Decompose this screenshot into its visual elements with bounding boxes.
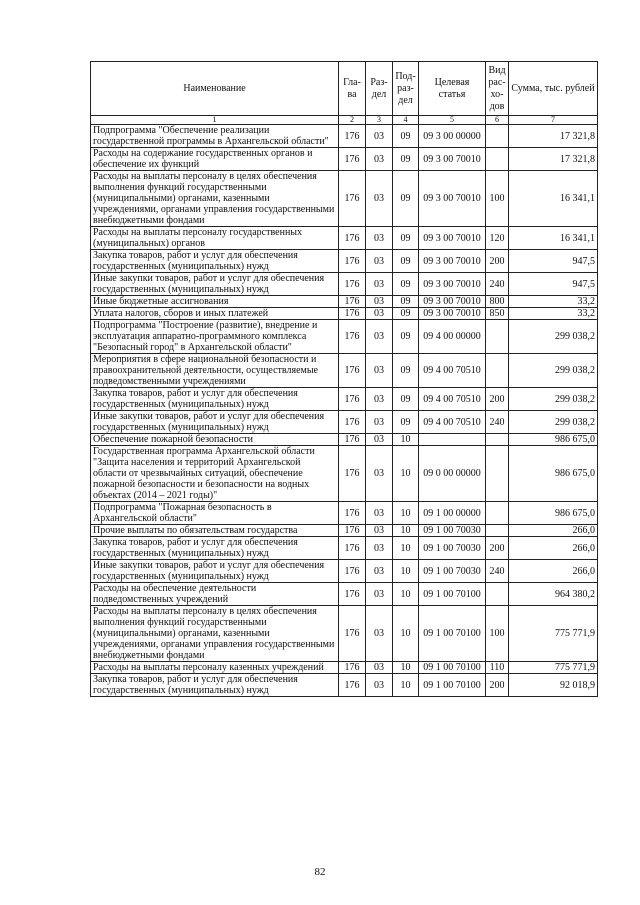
- row-subsection: 10: [393, 537, 419, 560]
- row-name: Иные закупки товаров, работ и услуг для обеспечения государственных (муниципальных) нужд: [91, 411, 339, 434]
- row-sum: 92 018,9: [509, 674, 598, 697]
- row-target: 09 3 00 70010: [419, 250, 486, 273]
- table-row: [91, 411, 598, 434]
- header-target: Целевая статья: [419, 62, 486, 116]
- row-sum: 266,0: [509, 560, 598, 583]
- row-name: Иные бюджетные ассигнования: [91, 296, 339, 308]
- row-target: [419, 434, 486, 446]
- row-expense-type: 110: [486, 662, 509, 674]
- row-sum: 266,0: [509, 537, 598, 560]
- row-section: 03: [366, 502, 393, 525]
- row-target: 09 3 00 00000: [419, 125, 486, 148]
- row-sum: 299 038,2: [509, 354, 598, 388]
- table-row: [91, 125, 598, 148]
- row-expense-type: 240: [486, 560, 509, 583]
- row-sum: 33,2: [509, 308, 598, 320]
- row-section: 03: [366, 388, 393, 411]
- table-row: [91, 434, 598, 446]
- row-sum: 986 675,0: [509, 446, 598, 502]
- row-subsection: 10: [393, 662, 419, 674]
- row-section: 03: [366, 227, 393, 250]
- row-name: Государственная программа Архангельской области "Защита населения и территорий Архангельской области от чрезвычайных ситуаций, обеспечение пожарной безопасности и безопасности на водных объектах (2014 – 2021 годы)": [91, 446, 339, 502]
- table-row: [91, 674, 598, 697]
- row-name: Расходы на выплаты персоналу в целях обеспечения выполнения функций государственными (муниципальными) органами, казенными учреждениями, органами управления государственными внебюджетными фондами: [91, 171, 339, 227]
- row-sum: 986 675,0: [509, 502, 598, 525]
- row-expense-type: [486, 434, 509, 446]
- row-target: 09 1 00 70100: [419, 606, 486, 662]
- row-chapter: 176: [339, 296, 366, 308]
- table-row: [91, 560, 598, 583]
- column-number: 6: [486, 116, 509, 125]
- table-row: [91, 662, 598, 674]
- row-name: Расходы на выплаты персоналу в целях обеспечения выполнения функций государственными (муниципальными) органами, казенными учреждениями, органами управления государственными внебюджетными фондами: [91, 606, 339, 662]
- row-expense-type: [486, 320, 509, 354]
- row-chapter: 176: [339, 388, 366, 411]
- row-section: 03: [366, 560, 393, 583]
- row-target: 09 3 00 70010: [419, 227, 486, 250]
- row-section: 03: [366, 674, 393, 697]
- row-sum: 775 771,9: [509, 606, 598, 662]
- row-subsection: 09: [393, 354, 419, 388]
- row-name: Расходы на выплаты персоналу государственных (муниципальных) органов: [91, 227, 339, 250]
- row-name: Расходы на выплаты персоналу казенных учреждений: [91, 662, 339, 674]
- row-subsection: 09: [393, 411, 419, 434]
- row-sum: 16 341,1: [509, 171, 598, 227]
- table-row: [91, 227, 598, 250]
- row-subsection: 09: [393, 308, 419, 320]
- row-target: 09 4 00 70510: [419, 411, 486, 434]
- row-name: Закупка товаров, работ и услуг для обеспечения государственных (муниципальных) нужд: [91, 537, 339, 560]
- table-row: [91, 525, 598, 537]
- row-section: 03: [366, 320, 393, 354]
- column-number: 4: [393, 116, 419, 125]
- row-target: 09 1 00 70100: [419, 583, 486, 606]
- row-name: Расходы на содержание государственных органов и обеспечение их функций: [91, 148, 339, 171]
- row-expense-type: 200: [486, 537, 509, 560]
- table-header-row: [91, 62, 598, 116]
- row-subsection: 09: [393, 273, 419, 296]
- row-name: Мероприятия в сфере национальной безопасности и правоохранительной деятельности, осуществляемые подведомственными учреждениями: [91, 354, 339, 388]
- row-expense-type: 240: [486, 273, 509, 296]
- row-name: Обеспечение пожарной безопасности: [91, 434, 339, 446]
- row-subsection: 10: [393, 583, 419, 606]
- row-section: 03: [366, 308, 393, 320]
- row-expense-type: [486, 502, 509, 525]
- column-number: 2: [339, 116, 366, 125]
- row-chapter: 176: [339, 354, 366, 388]
- row-subsection: 10: [393, 560, 419, 583]
- row-section: 03: [366, 250, 393, 273]
- row-name: Закупка товаров, работ и услуг для обеспечения государственных (муниципальных) нужд: [91, 388, 339, 411]
- row-chapter: 176: [339, 525, 366, 537]
- row-subsection: 09: [393, 171, 419, 227]
- row-sum: 299 038,2: [509, 388, 598, 411]
- table-row: [91, 148, 598, 171]
- row-target: 09 1 00 70100: [419, 674, 486, 697]
- row-section: 03: [366, 606, 393, 662]
- row-chapter: 176: [339, 411, 366, 434]
- header-expense-type: Вид рас-хо-дов: [486, 62, 509, 116]
- row-chapter: 176: [339, 308, 366, 320]
- table-row: [91, 446, 598, 502]
- row-target: 09 1 00 00000: [419, 502, 486, 525]
- table-row: [91, 308, 598, 320]
- row-section: 03: [366, 537, 393, 560]
- row-sum: 17 321,8: [509, 125, 598, 148]
- header-section: Раз-дел: [366, 62, 393, 116]
- header-name: Наименование: [91, 62, 339, 116]
- row-target: 09 3 00 70010: [419, 308, 486, 320]
- row-name: Подпрограмма "Обеспечение реализации государственной программы в Архангельской области": [91, 125, 339, 148]
- row-chapter: 176: [339, 606, 366, 662]
- table-row: [91, 250, 598, 273]
- row-chapter: 176: [339, 537, 366, 560]
- row-target: 09 3 00 70010: [419, 273, 486, 296]
- row-subsection: 09: [393, 227, 419, 250]
- row-target: 09 0 00 00000: [419, 446, 486, 502]
- row-name: Закупка товаров, работ и услуг для обеспечения государственных (муниципальных) нужд: [91, 674, 339, 697]
- row-target: 09 3 00 70010: [419, 296, 486, 308]
- row-sum: 986 675,0: [509, 434, 598, 446]
- row-expense-type: [486, 525, 509, 537]
- table-row: [91, 320, 598, 354]
- row-expense-type: 200: [486, 674, 509, 697]
- row-target: 09 3 00 70010: [419, 148, 486, 171]
- row-section: 03: [366, 273, 393, 296]
- row-expense-type: [486, 148, 509, 171]
- row-sum: 964 380,2: [509, 583, 598, 606]
- row-chapter: 176: [339, 125, 366, 148]
- row-chapter: 176: [339, 446, 366, 502]
- row-expense-type: [486, 354, 509, 388]
- row-chapter: 176: [339, 583, 366, 606]
- row-sum: 33,2: [509, 296, 598, 308]
- row-chapter: 176: [339, 674, 366, 697]
- row-expense-type: 120: [486, 227, 509, 250]
- row-chapter: 176: [339, 560, 366, 583]
- row-expense-type: 100: [486, 606, 509, 662]
- table-row: [91, 583, 598, 606]
- row-sum: 17 321,8: [509, 148, 598, 171]
- row-subsection: 10: [393, 674, 419, 697]
- row-sum: 16 341,1: [509, 227, 598, 250]
- row-subsection: 10: [393, 502, 419, 525]
- row-expense-type: 800: [486, 296, 509, 308]
- row-name: Иные закупки товаров, работ и услуг для обеспечения государственных (муниципальных) нужд: [91, 560, 339, 583]
- row-chapter: 176: [339, 171, 366, 227]
- row-expense-type: 850: [486, 308, 509, 320]
- row-name: Закупка товаров, работ и услуг для обеспечения государственных (муниципальных) нужд: [91, 250, 339, 273]
- row-sum: 266,0: [509, 525, 598, 537]
- header-subsection: Под-раз-дел: [393, 62, 419, 116]
- row-subsection: 09: [393, 250, 419, 273]
- column-number: 7: [509, 116, 598, 125]
- row-target: 09 1 00 70030: [419, 560, 486, 583]
- table-row: [91, 537, 598, 560]
- row-section: 03: [366, 411, 393, 434]
- row-target: 09 4 00 70510: [419, 354, 486, 388]
- column-number: 1: [91, 116, 339, 125]
- row-target: 09 1 00 70100: [419, 662, 486, 674]
- row-sum: 947,5: [509, 250, 598, 273]
- row-name: Иные закупки товаров, работ и услуг для обеспечения государственных (муниципальных) нужд: [91, 273, 339, 296]
- row-name: Расходы на обеспечение деятельности подведомственных учреждений: [91, 583, 339, 606]
- row-section: 03: [366, 125, 393, 148]
- row-target: 09 4 00 70510: [419, 388, 486, 411]
- row-expense-type: 240: [486, 411, 509, 434]
- page-number: 82: [314, 866, 326, 878]
- row-section: 03: [366, 354, 393, 388]
- row-subsection: 09: [393, 320, 419, 354]
- row-section: 03: [366, 434, 393, 446]
- row-target: 09 1 00 70030: [419, 525, 486, 537]
- row-sum: 299 038,2: [509, 320, 598, 354]
- row-subsection: 09: [393, 388, 419, 411]
- row-chapter: 176: [339, 250, 366, 273]
- row-section: 03: [366, 148, 393, 171]
- row-subsection: 10: [393, 606, 419, 662]
- row-chapter: 176: [339, 320, 366, 354]
- row-section: 03: [366, 662, 393, 674]
- row-expense-type: [486, 446, 509, 502]
- row-expense-type: 100: [486, 171, 509, 227]
- row-subsection: 10: [393, 434, 419, 446]
- row-name: Уплата налогов, сборов и иных платежей: [91, 308, 339, 320]
- row-name: Подпрограмма "Построение (развитие), внедрение и эксплуатация аппаратно-программного комплекса "Безопасный город" в Архангельской области": [91, 320, 339, 354]
- row-chapter: 176: [339, 502, 366, 525]
- table-row: [91, 296, 598, 308]
- table-row: [91, 354, 598, 388]
- header-sum: Сумма, тыс. рублей: [509, 62, 598, 116]
- row-chapter: 176: [339, 662, 366, 674]
- row-chapter: 176: [339, 273, 366, 296]
- row-name: Подпрограмма "Пожарная безопасность в Архангельской области": [91, 502, 339, 525]
- row-section: 03: [366, 525, 393, 537]
- column-number: 5: [419, 116, 486, 125]
- row-expense-type: [486, 583, 509, 606]
- table-row: [91, 388, 598, 411]
- row-target: 09 4 00 00000: [419, 320, 486, 354]
- table-row: [91, 502, 598, 525]
- row-subsection: 09: [393, 296, 419, 308]
- row-expense-type: [486, 125, 509, 148]
- row-target: 09 3 00 70010: [419, 171, 486, 227]
- row-subsection: 10: [393, 525, 419, 537]
- row-section: 03: [366, 446, 393, 502]
- row-section: 03: [366, 296, 393, 308]
- budget-table: [90, 61, 598, 697]
- row-subsection: 09: [393, 125, 419, 148]
- row-chapter: 176: [339, 227, 366, 250]
- table-row: [91, 273, 598, 296]
- row-subsection: 10: [393, 446, 419, 502]
- row-sum: 947,5: [509, 273, 598, 296]
- table-row: [91, 171, 598, 227]
- row-sum: 775 771,9: [509, 662, 598, 674]
- row-sum: 299 038,2: [509, 411, 598, 434]
- column-number: 3: [366, 116, 393, 125]
- row-name: Прочие выплаты по обязательствам государства: [91, 525, 339, 537]
- header-chapter: Гла-ва: [339, 62, 366, 116]
- row-expense-type: 200: [486, 388, 509, 411]
- row-section: 03: [366, 583, 393, 606]
- row-chapter: 176: [339, 434, 366, 446]
- row-target: 09 1 00 70030: [419, 537, 486, 560]
- row-subsection: 09: [393, 148, 419, 171]
- column-numbers-row: [91, 116, 598, 125]
- table-row: [91, 606, 598, 662]
- row-section: 03: [366, 171, 393, 227]
- row-chapter: 176: [339, 148, 366, 171]
- row-expense-type: 200: [486, 250, 509, 273]
- table-body: [91, 125, 598, 697]
